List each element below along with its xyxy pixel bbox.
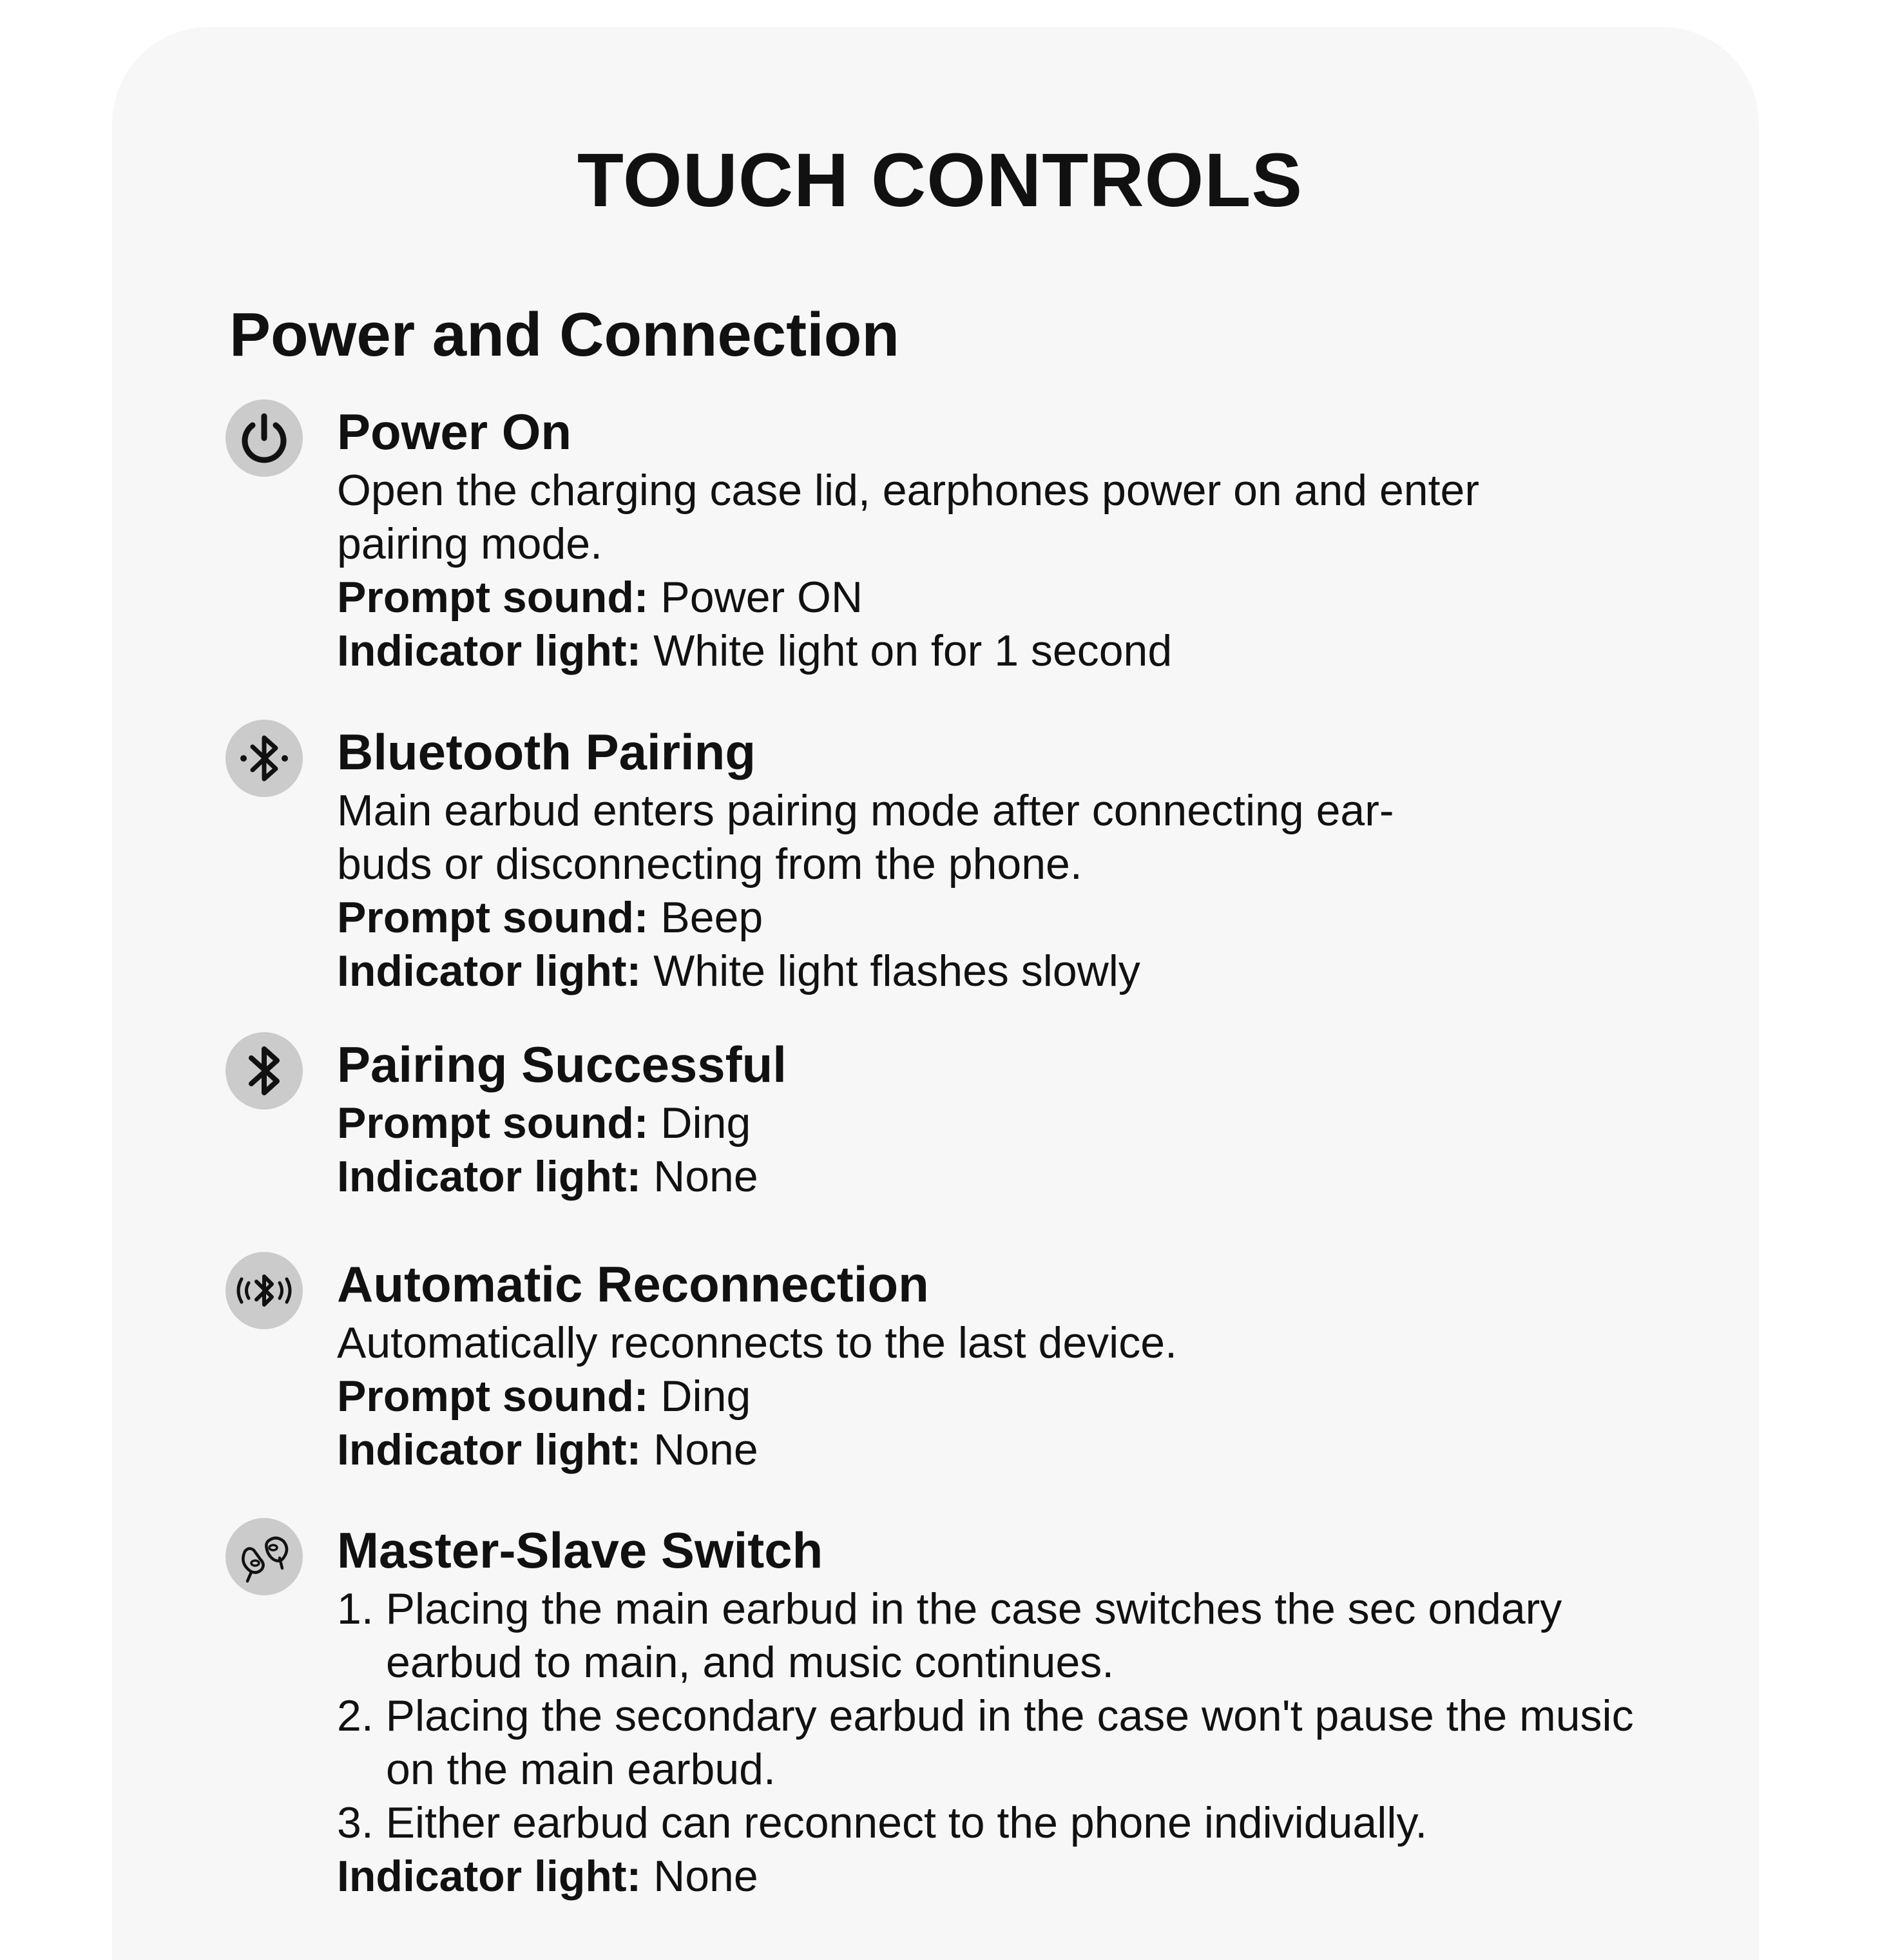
indicator-light	[337, 945, 1683, 998]
indicator-light	[337, 1850, 1683, 1903]
item-description: buds or disconnecting from the phone.	[337, 840, 1082, 889]
prompt-sound	[337, 891, 1683, 945]
prompt-sound	[337, 571, 1683, 624]
prompt-sound-value: Ding	[648, 1372, 751, 1421]
indicator-light	[337, 1423, 1683, 1477]
indicator-light-label: Indicator light:	[337, 626, 642, 675]
earbuds-icon	[225, 1518, 303, 1595]
bluetooth-icon	[225, 1032, 303, 1110]
item-title: Master-Slave Switch	[337, 1522, 823, 1579]
list-item: 3. Either earbud can reconnect to the phone individually.	[337, 1798, 1428, 1847]
item-title: Pairing Successful	[337, 1036, 787, 1093]
list-item: 1. Placing the main earbud in the case switches the sec ondary earbud to main, and music continues.	[337, 1584, 1562, 1687]
item-title: Power On	[337, 403, 572, 460]
item-description: pairing mode.	[337, 519, 603, 568]
prompt-sound-value: Power ON	[648, 573, 863, 622]
indicator-light-label: Indicator light:	[337, 946, 642, 995]
indicator-light-value: White light on for 1 second	[641, 626, 1173, 675]
prompt-sound-value: Beep	[648, 893, 763, 942]
prompt-sound-value: Ding	[648, 1099, 751, 1148]
list-item: 2. Placing the secondary earbud in the case won't pause the music on the main earbud.	[337, 1691, 1634, 1794]
item-description: Automatically reconnects to the last device.	[337, 1318, 1177, 1367]
item-description: Main earbud enters pairing mode after connecting ear-	[337, 786, 1394, 835]
power-icon	[225, 399, 303, 477]
bluetooth-reconnect-icon	[225, 1252, 303, 1329]
indicator-light	[337, 1150, 1683, 1204]
prompt-sound	[337, 1370, 1683, 1423]
prompt-sound-label: Prompt sound:	[337, 893, 649, 942]
section-title: Power and Connection	[229, 300, 900, 369]
indicator-light-label: Indicator light:	[337, 1152, 642, 1201]
prompt-sound	[337, 1097, 1683, 1150]
indicator-light-value: None	[641, 1152, 758, 1201]
indicator-light-label: Indicator light:	[337, 1852, 642, 1901]
indicator-light-value: None	[641, 1852, 758, 1901]
prompt-sound-label: Prompt sound:	[337, 573, 649, 622]
prompt-sound-label: Prompt sound:	[337, 1372, 649, 1421]
indicator-light-value: None	[641, 1425, 758, 1474]
prompt-sound-label: Prompt sound:	[337, 1099, 649, 1148]
indicator-light-label: Indicator light:	[337, 1425, 642, 1474]
item-title: Automatic Reconnection	[337, 1256, 929, 1312]
item-description: Open the charging case lid, earphones power on and enter	[337, 466, 1479, 515]
indicator-light-value: White light flashes slowly	[641, 946, 1140, 995]
item-title: Bluetooth Pairing	[337, 724, 756, 780]
indicator-light	[337, 624, 1683, 678]
bluetooth-pairing-icon	[225, 720, 303, 797]
page-title: TOUCH CONTROLS	[577, 138, 1303, 223]
